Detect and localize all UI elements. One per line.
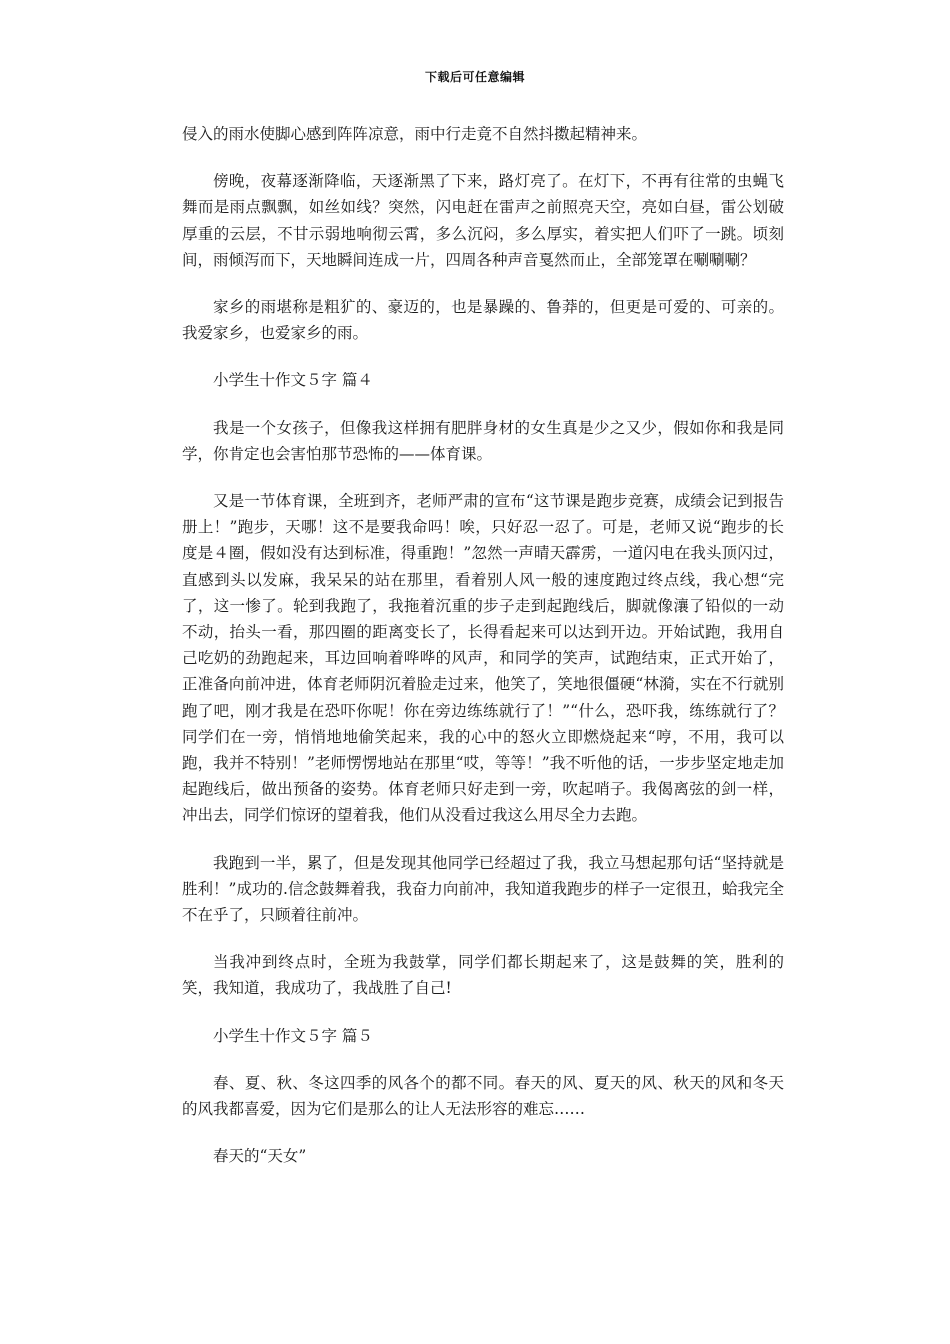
paragraph-finish-line: 当我冲到终点时，全班为我鼓掌，同学们都长期起来了，这是鼓舞的笑，胜利的笑，我知道，我成功了，我战胜了自己! (182, 953, 784, 998)
paragraph-girl-intro: 我是一个女孩子，但像我这样拥有肥胖身材的女生真是少之又少，假如你和我是同学，你肯定也会害怕那节恐怖的——体育课。 (182, 418, 784, 463)
section-heading-4: 小学生十作文５字 篇４ (213, 371, 373, 390)
paragraph-spring-title: 春天的“天女” (213, 1147, 307, 1166)
paragraph-evening-storm: 傍晚，夜幕逐渐降临，天逐渐黑了下来，路灯亮了。在灯下，不再有往常的虫蝇飞舞而是雨点飘飘，如丝如线？突然，闪电赶在雷声之前照亮天空，亮如白昼，雷公划破厚重的云层，不甘示弱地响彻云霄，多么沉闷，多么厚实，着实把人们吓了一跳。顷刻间，雨倾泻而下，天地瞬间连成一片，四周各种声音戛然而止，全部笼罩在唰唰唰？ (182, 172, 784, 269)
document-body (182, 121, 784, 1191)
download-edit-note: 下载后可任意编辑 (424, 70, 525, 84)
section-heading-5: 小学生十作文５字 篇５ (213, 1026, 373, 1045)
paragraph-four-seasons: 春、夏、秋、冬这四季的风各个的都不同。春天的风、夏天的风、秋天的风和冬天的风我都喜爱，因为它们是那么的让人无法形容的难忘…… (182, 1073, 784, 1119)
paragraph-halfway: 我跑到一半，累了，但是发现其他同学已经超过了我，我立马想起那句话“坚持就是胜利！”成功的.信念鼓舞着我，我奋力向前冲，我知道我跑步的样子一定很丑，蛤我完全不在乎了，只顾着往前冲。 (182, 853, 784, 925)
paragraph-rain-feet: 侵入的雨水使脚心感到阵阵凉意，雨中行走竟不自然抖擞起精神来。 (182, 125, 648, 143)
paragraph-hometown-rain: 家乡的雨堪称是粗犷的、豪迈的，也是暴躁的、鲁莽的，但更是可爱的、可亲的。我爱家乡，也爱家乡的雨。 (182, 298, 784, 343)
paragraph-pe-class: 又是一节体育课，全班到齐，老师严肃的宣布“这节课是跑步竞赛，成绩会记到报告册上！”跑步，天哪！这不是要我命吗！唉，只好忍一忍了。可是，老师又说“跑步的长度是４圈，假如没有达到标准，得重跑！”忽然一声晴天霹雳，一道闪电在我头顶闪过，直感到头以发麻，我呆呆的站在那里，看着别人风一般的速度跑过终点线，我心想“完了，这一惨了。轮到我跑了，我拖着沉重的步子走到起跑线后，脚就像瀼了铅似的一动不动，抬头一看，那四圈的距离变长了，长得看起来可以达到开边。开始试跑，我用自己吃奶的劲跑起来，耳边回响着哗哗的风声，和同学的笑声，试跑结束，正式开始了，正准备向前冲进，体育老师阴沉着脸走过来，他笑了，笑地很僵硬“林漪，实在不行就别跑了吧，刚才我是在恐吓你呢！你在旁边练练就行了！”“什么，恐吓我，练练就行了？同学们在一旁，悄悄地地偷笑起来，我的心中的怒火立即燃烧起来“哼，不用，我可以跑，我并不特别！”老师愣愣地站在那里“哎，等等！”我不听他的话，一步步坚定地走加起跑线后，做出预备的姿势。体育老师只好走到一旁，吹起哨子。我偈离弦的剑一样，冲出去，同学们惊讶的望着我，他们从没看过我这么用尽全力去跑。 (182, 492, 784, 825)
